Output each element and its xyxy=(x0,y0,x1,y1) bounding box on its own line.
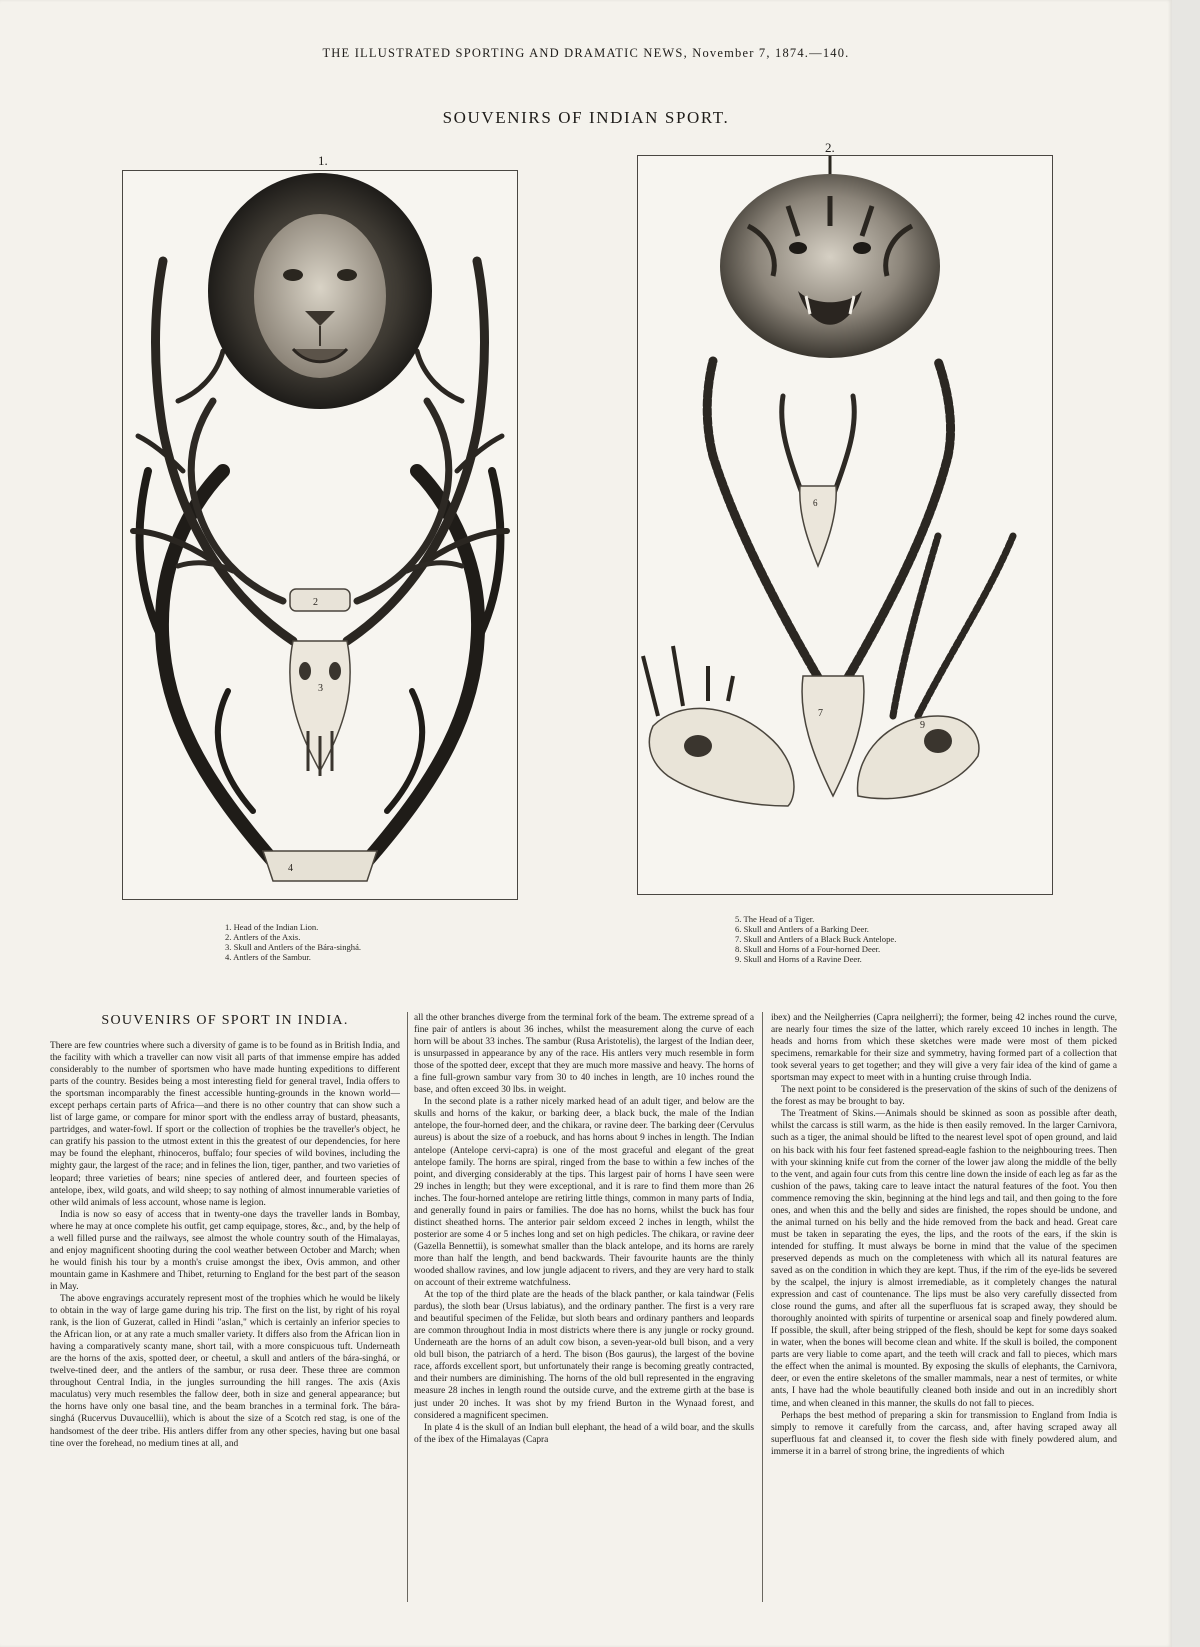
plate-1-engraving xyxy=(123,171,517,899)
lion-head xyxy=(208,173,432,409)
column-3-paragraph: The next point to be considered is the preservation of the skins of such of the denizens of the forest as may be brought to bay. xyxy=(771,1085,1117,1108)
figure-label-7: 7 xyxy=(818,708,823,719)
caption-5: 5. The Head of a Tiger. xyxy=(735,914,815,924)
caption-9: 9. Skull and Horns of a Ravine Deer. xyxy=(735,954,862,964)
column-divider xyxy=(762,1012,763,1602)
tiger-head xyxy=(720,156,940,358)
article-title: SOUVENIRS OF SPORT IN INDIA. xyxy=(101,1013,349,1028)
article-column-3 xyxy=(771,1012,1117,1610)
column-2-paragraph: At the top of the third plate are the heads of the black panther, or kala taindwar (Felis pardus), the sloth bear (Ursus labiatus), and the ordinary panther. The first is a very rare and beautiful specimen of the Felidæ, but sloth bears and ordinary panthers and leopards are common throughout India in most districts where there is any jungle or rocky ground. Underneath are the horns of an adult cow bison, a seven-year-old bull bison, and a very old bull bison, the patriarch of a herd. The bison (Bos gaurus), the largest of the bovine race, affords excellent sport, but unfortunately their range is becoming greatly contracted, and their numbers are diminishing. The horns of the old bull represented in the engraving measure 28 inches in length round the outside curve, and the extreme girth at the base is just under 20 inches. It was shot by my friend Burton in the Wynaad forest, and considered a magnificent specimen. xyxy=(414,1290,754,1421)
sambur-base xyxy=(263,851,377,881)
figure-label-2: 2 xyxy=(313,597,318,608)
column-1-paragraph: There are few countries where such a diversity of game is to be found as in British India, and the facility with which a traveller can now visit all parts of that immense empire has added considerably to the number of sportsmen who have made hunting expeditions to different parts of the country. Besides being a most interesting field for general travel, India offers to the sportsman incomparably the finest accessible hunting-grounds in the known world—except perhaps certain parts of Africa—and there is no other country that can show such a list of large game, or compare for minor sport with the endless array of bustard, pheasants, partridges, and water-fowl. If sport or the collection of trophies be the traveller's object, he can gratify his passion to the utmost extent in this the greatest of our dependencies, for here may be found the elephant, rhinoceros, buffalo; four species of wild bovines, including the mighty gaur, the largest of the race; and in felines the lion, tiger, panther, and two varieties of leopard; three varieties of bears; nine species of antlered deer, and fourteen species of antelope, ibex, wild goats, and wild sheep; to say nothing of almost innumerable varieties of other wild animals of less account, whose name is legion. xyxy=(50,1041,400,1208)
caption-8: 8. Skull and Horns of a Four-horned Deer. xyxy=(735,944,881,954)
plate-2-captions xyxy=(735,914,896,964)
plate-2-number: 2. xyxy=(825,140,835,155)
plate-2-illustration xyxy=(637,155,1053,895)
barking-deer-skull xyxy=(800,486,836,566)
column-2-paragraph: In plate 4 is the skull of an Indian bull elephant, the head of a wild boar, and the skulls of the ibex of the Himalayas (Capra xyxy=(414,1422,754,1445)
figure-label-3: 3 xyxy=(318,683,323,694)
caption-6: 6. Skull and Antlers of a Barking Deer. xyxy=(735,924,869,934)
masthead: THE ILLUSTRATED SPORTING AND DRAMATIC NEWS, November 7, 1874.—140. xyxy=(322,46,850,60)
figure-label-4: 4 xyxy=(288,863,293,874)
plate-1-captions xyxy=(225,922,361,962)
caption-4: 4. Antlers of the Sambur. xyxy=(225,952,311,962)
column-3-paragraph: Perhaps the best method of preparing a skin for transmission to England from India is simply to remove it carefully from the carcass, and, after having scraped away all superfluous fat and cleansed it, to cover the flesh side with finely powdered alum, and immerse it in a barrel of strong brine, the ingredients of which xyxy=(771,1410,1117,1457)
bara-singha-skull xyxy=(290,641,350,776)
plate-2-engraving xyxy=(638,156,1052,894)
column-3-paragraph: The Treatment of Skins.—Animals should be skinned as soon as possible after death, whilst the carcass is still warm, as the hide is then easily removed. In the larger Carnivora, such as a tiger, the animal should be lifted to the nearest level spot of open ground, and laid on his back with his four feet fastened spread-eagle fashion to the neighbouring trees. Then with your skinning knife cut from the corner of the lower jaw along the middle of the belly to the vent, and again four cuts from this centre line down the inside of each leg as far as the cushion of the paws, taking care to leave intact the natural features of the foot. You then commence removing the skin, beginning at the hind legs and tail, and then going to the fore ones, and when this and the belly and sides are finished, the ropes should be undone, and the animal turned on his belly and the hide removed from the back and head. Great care must be taken in separating the eyes, the lips, and the roots of the ears, if the skin is intended for stuffing. It must always be borne in mind that the value of the specimen preserved depends as much on the completeness with which all its natural features are saved as on the condition in which they are kept. Thus, if the rim of the eye-lids be severed by the scalpel, the injury is almost irremediable, as it completely changes the natural expression and cast of countenance. The lips must be also very carefully dissected from close round the gums, and after all the superfluous fat is scraped away, they should be thoroughly anointed with spirits of turpentine or arsenical soap and finely powdered alum. If possible, the skull, after being stripped of the flesh, should be kept for some days soaked in water, when the bones will become clean and white. If the skull is boiled, the component parts are very liable to come apart, and the teeth will crack and fall to pieces, which mars the effect when the animal is mounted. By exposing the skulls of elephants, the Carnivora, deer, or even the entire skeletons of the smaller mammals, near a nest of termites, or white ants, I have had the whole beautifully cleaned both inside and out in an incredibly short time, and when cleaned in this manner, the skulls do not fall to pieces. xyxy=(771,1109,1117,1409)
axis-frontlet xyxy=(290,589,350,611)
caption-7: 7. Skull and Antlers of a Black Buck Antelope. xyxy=(735,934,897,944)
article-column-1 xyxy=(50,1040,400,1610)
blackbuck-skull xyxy=(802,676,864,796)
column-2-paragraph: In the second plate is a rather nicely marked head of an adult tiger, and below are the skulls and horns of the kakur, or barking deer, a black buck, the male of the Indian antelope, the four-horned deer, and the chikara, or ravine deer. The barking deer (Cervulus aureus) is about the size of a roebuck, and has horns about 9 inches in length. The Indian antelope (Antelope cervi-capra) is one of the most graceful and elegant of the great antelope family. The horns are spiral, ringed from the base to within a few inches of the point, and diverging considerably at the tips. This largest pair of horns I have seen were 29 inches in length; but they were exceptional, and it is rare to find them more than 26 inches. The four-horned antelope are retiring little things, common in many parts of India, and generally found in pairs or families. The doe has no horns, whilst the buck has four distinct sheathed horns. The anterior pair seldom exceed 2 inches in length, whilst the posterior are some 4 or 5 inches long and set on high pedicles. The chikara, or ravine deer (Gazella Bennettii), is somewhat smaller than the black antelope, and its horns are rarely more than half the length, and bend backwards. Their favourite haunts are the thinly wooded shallow ravines, and low jungle adjacent to rivers, and they are very hard to stalk on account of their extreme watchfulness. xyxy=(414,1097,754,1289)
column-1-paragraph: The above engravings accurately represent most of the trophies which he would be likely to obtain in the way of large game during his trip. The first on the list, by right of his royal rank, is the lion of Guzerat, called in Hindi "aslan," which is certainly an inferior species to the African lion, or at any rate a much smaller variety. It differs also from the African lion in having a comparatively scanty mane, short tail, with a more conspicuous tuft. Underneath are the horns of the axis, spotted deer, or cheetul, a skull and antlers of the bára-singhá, or twelve-tined deer, and the antlers of the sambur, or rusa deer. These three are common throughout Central India, in the jungles surrounding the hill ranges. The axis (Axis maculatus) very much resembles the fallow deer, both in size and general appearance; but the horns have only one basal tine, and the beam branches in a terminal fork. The bára-singhá (Rucervus Duvaucellii), which is about the size of a Scotch red stag, is one of the handsomest of the deer tribe. His antlers differ from any other species, having but one basal tine over the forehead, no medium tines at all, and xyxy=(50,1293,400,1449)
caption-1: 1. Head of the Indian Lion. xyxy=(225,922,319,932)
column-1-paragraph: India is now so easy of access that in twenty-one days the traveller lands in Bombay, where he may at once complete his outfit, get camp equipage, stores, &c., and, by the help of a well filled purse and the railways, see almost the whole country south of the Himalayas, and enjoy magnificent shooting during the cool weather between October and March; when he would finish his tour by a month's cruise amongst the ibex, Ovis ammon, and other mountain game in Kashmere and Thibet, returning to England for the best part of the season in May. xyxy=(50,1209,400,1292)
article-column-2 xyxy=(414,1012,754,1610)
caption-2: 2. Antlers of the Axis. xyxy=(225,932,301,942)
plate-1-number: 1. xyxy=(318,153,328,168)
caption-3: 3. Skull and Antlers of the Bára-singhá. xyxy=(225,942,362,952)
figure-label-9: 9 xyxy=(920,720,925,731)
page-margin-strip xyxy=(1172,0,1200,1647)
column-divider xyxy=(407,1012,408,1602)
plate-1-illustration xyxy=(122,170,518,900)
four-horned-deer-skull xyxy=(643,646,794,806)
figure-label-6: 6 xyxy=(813,498,818,508)
column-3-paragraph: ibex) and the Neilgherries (Capra neilgherri); the former, being 42 inches round the curve, are nearly four times the size of the latter, which rarely exceed 10 inches in length. The heads and horns from which these sketches were made were most of them picked specimens, remarkable for their size and symmetry, having formed part of a collection that took several years to get together; and they will give a very fair idea of the kind of game a sportsman may expect to meet with in a hunting cruise through India. xyxy=(771,1013,1117,1084)
column-2-paragraph: all the other branches diverge from the terminal fork of the beam. The extreme spread of a fine pair of antlers is about 36 inches, whilst the measurement along the curve of each horn will be about 33 inches. The sambur (Rusa Aristotelis), the largest of the Indian deer, is unsurpassed in appearance by any of the race. His antlers very much resemble in form those of the spotted deer, except that they are much more massive and heavy. The horns of a fine full-grown sambur vary from 30 to 40 inches in length, are 10 inches round the base, and often exceed 30 lbs. in weight. xyxy=(414,1013,754,1096)
page-title: SOUVENIRS OF INDIAN SPORT. xyxy=(442,108,730,127)
barking-deer-antlers xyxy=(782,396,855,496)
ravine-deer-skull xyxy=(858,716,979,799)
